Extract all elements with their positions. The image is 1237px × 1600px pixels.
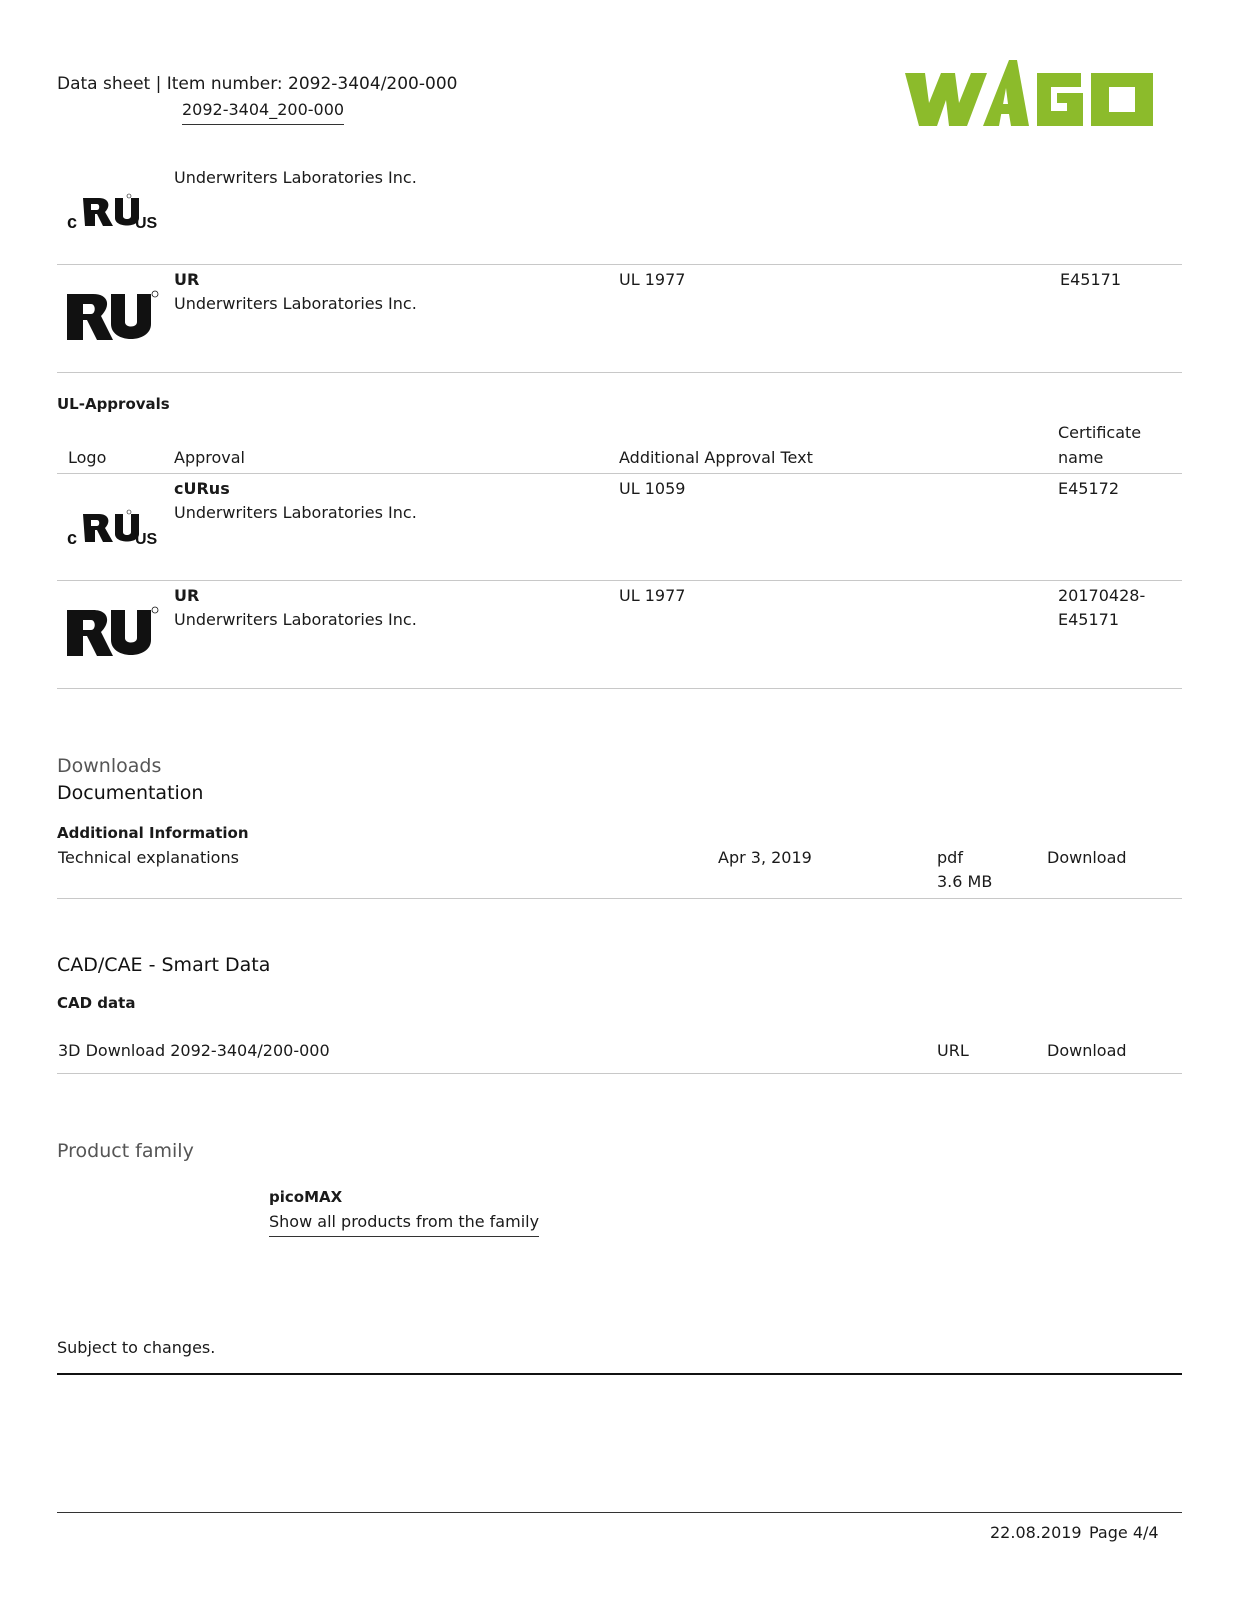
- family-name: picoMAX: [269, 1188, 343, 1206]
- cad-item-type: URL: [937, 1041, 969, 1060]
- certificate-name: E45171: [1058, 610, 1120, 629]
- col-header-cert: Certificate: [1058, 423, 1142, 442]
- divider: [57, 688, 1182, 689]
- item-link[interactable]: 2092-3404_200-000: [182, 98, 344, 125]
- section-title: Downloads: [57, 755, 162, 777]
- culus-icon: [65, 188, 161, 248]
- certificate-name: 20170428-: [1058, 586, 1146, 605]
- document-name: Technical explanations: [58, 848, 239, 867]
- divider: [57, 1073, 1182, 1074]
- col-header-cert: name: [1058, 448, 1104, 467]
- group-title: Additional Information: [57, 824, 249, 842]
- svg-text:US: US: [135, 531, 158, 548]
- culus-icon: [65, 504, 161, 564]
- group-title: CAD data: [57, 994, 136, 1012]
- section-title: CAD/CAE - Smart Data: [57, 954, 271, 976]
- svg-text:US: US: [135, 215, 158, 232]
- family-link[interactable]: Show all products from the family: [269, 1210, 539, 1237]
- org-name: Underwriters Laboratories Inc.: [174, 503, 417, 522]
- ur-icon: [65, 286, 161, 346]
- cad-item-name: 3D Download 2092-3404/200-000: [58, 1041, 330, 1060]
- divider: [57, 264, 1182, 265]
- download-link[interactable]: Download: [1047, 1041, 1127, 1060]
- org-name: Underwriters Laboratories Inc.: [174, 610, 417, 629]
- approval-name: UR: [174, 270, 200, 289]
- approval-text: UL 1977: [619, 270, 686, 289]
- approval-text: UL 1059: [619, 479, 686, 498]
- wago-logo: [905, 58, 1155, 140]
- page-number: Page 4/4: [1089, 1523, 1159, 1542]
- divider: [57, 898, 1182, 899]
- divider: [57, 473, 1182, 474]
- approval-text: UL 1977: [619, 586, 686, 605]
- page-title: Data sheet | Item number: 2092-3404/200-000: [57, 74, 458, 94]
- divider: [57, 580, 1182, 581]
- document-date: Apr 3, 2019: [718, 848, 812, 867]
- section-title: Product family: [57, 1140, 194, 1162]
- org-name: Underwriters Laboratories Inc.: [174, 294, 417, 313]
- svg-text:c: c: [67, 528, 78, 548]
- bottom-divider: [57, 1512, 1182, 1513]
- document-size: 3.6 MB: [937, 872, 993, 891]
- section-title: UL-Approvals: [57, 395, 170, 413]
- certificate-name: E45172: [1058, 479, 1120, 498]
- org-name: Underwriters Laboratories Inc.: [174, 168, 417, 187]
- divider: [57, 372, 1182, 373]
- svg-text:c: c: [67, 212, 78, 232]
- download-link[interactable]: Download: [1047, 848, 1127, 867]
- ur-icon: [65, 602, 161, 662]
- approval-name: UR: [174, 586, 200, 605]
- col-header-text: Additional Approval Text: [619, 448, 813, 467]
- footer-date: 22.08.2019: [990, 1523, 1082, 1542]
- certificate-name: E45171: [1060, 270, 1122, 289]
- section-subtitle: Documentation: [57, 782, 204, 804]
- approval-name: cURus: [174, 479, 230, 498]
- col-header-logo: Logo: [68, 448, 107, 467]
- document-type: pdf: [937, 848, 963, 867]
- col-header-approval: Approval: [174, 448, 245, 467]
- footer-note: Subject to changes.: [57, 1338, 216, 1357]
- footer-divider: [57, 1373, 1182, 1375]
